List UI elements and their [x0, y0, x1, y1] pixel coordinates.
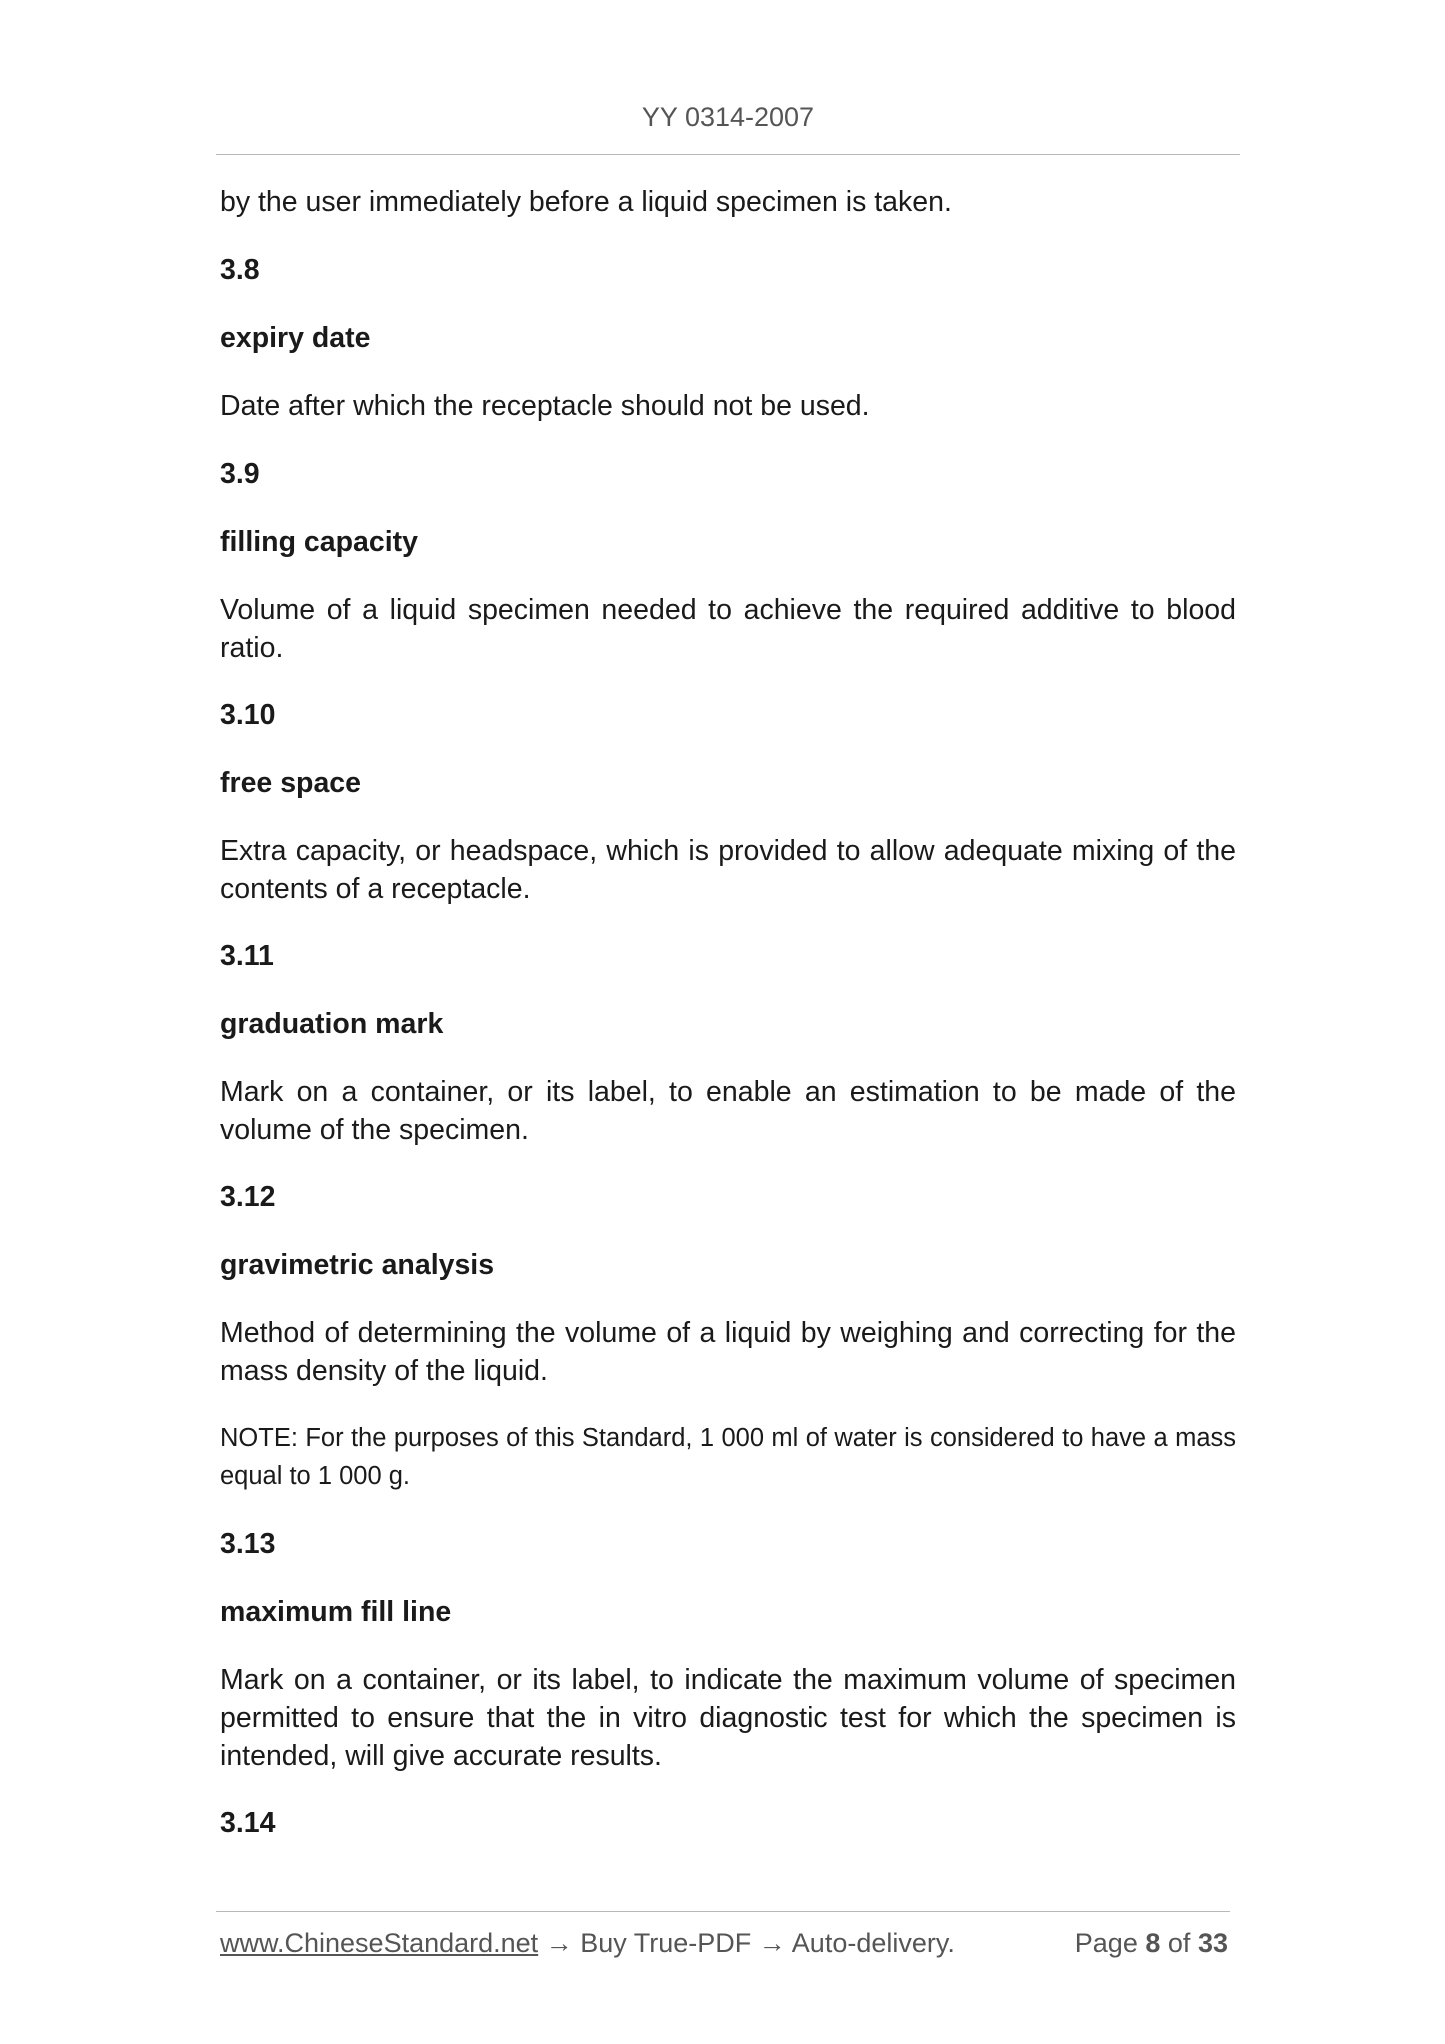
term-note: NOTE: For the purposes of this Standard, 1 000 ml of water is considered to have a mass equal to 1 000 g.	[220, 1424, 1236, 1490]
auto-delivery-text: Auto-delivery.	[791, 1928, 955, 1958]
of-label: of	[1167, 1928, 1191, 1958]
clause-number-3-14: 3.14	[220, 1807, 276, 1839]
term-definition: Mark on a container, or its label, to indicate the maximum volume of specimen permitted to ensure that the in vitro diagnostic test for which the specimen is intended, will give accurate results.	[220, 1664, 1236, 1772]
term-title: graduation mark	[220, 1008, 444, 1040]
page-header-title: YY 0314-2007	[641, 102, 815, 132]
term-title: maximum fill line	[220, 1596, 452, 1628]
entry-3-8	[220, 251, 1236, 425]
term-definition: Method of determining the volume of a liquid by weighing and correcting for the mass density of the liquid.	[220, 1317, 1236, 1387]
entry-3-12	[220, 1178, 1236, 1495]
term-title: expiry date	[220, 322, 371, 354]
header-divider	[216, 154, 1240, 155]
website-link[interactable]: www.ChineseStandard.net	[220, 1928, 539, 1958]
term-definition: Volume of a liquid specimen needed to achieve the required additive to blood ratio.	[220, 594, 1236, 664]
page-label: Page	[1074, 1928, 1138, 1958]
clause-number: 3.10	[220, 699, 276, 731]
total-pages: 33	[1197, 1928, 1228, 1958]
entry-3-10	[220, 696, 1236, 908]
arrow-right-icon: →	[545, 1928, 573, 1958]
current-page: 8	[1145, 1928, 1161, 1958]
footer-divider	[216, 1911, 1230, 1912]
clause-number: 3.11	[220, 940, 274, 972]
continuation-text: by the user immediately before a liquid specimen is taken.	[220, 186, 952, 218]
term-title: filling capacity	[220, 526, 418, 558]
page-number	[1075, 1928, 1228, 1959]
term-definition: Mark on a container, or its label, to enable an estimation to be made of the volume of the specimen.	[220, 1076, 1236, 1146]
document-body	[220, 183, 1236, 1872]
entry-3-11	[220, 937, 1236, 1149]
entry-3-9	[220, 455, 1236, 667]
clause-number: 3.13	[220, 1528, 276, 1560]
clause-number: 3.12	[220, 1181, 276, 1213]
term-definition: Date after which the receptacle should not be used.	[220, 390, 870, 422]
term-title: gravimetric analysis	[220, 1249, 495, 1281]
term-title: free space	[220, 767, 362, 799]
entry-3-13	[220, 1525, 1236, 1775]
buy-true-pdf-text: Buy True-PDF	[580, 1928, 752, 1958]
clause-number: 3.8	[220, 254, 260, 286]
clause-number: 3.9	[220, 458, 260, 490]
term-definition: Extra capacity, or headspace, which is provided to allow adequate mixing of the contents of a receptacle.	[220, 835, 1236, 905]
footer-promo	[220, 1928, 955, 1959]
arrow-right-icon: →	[758, 1928, 786, 1958]
